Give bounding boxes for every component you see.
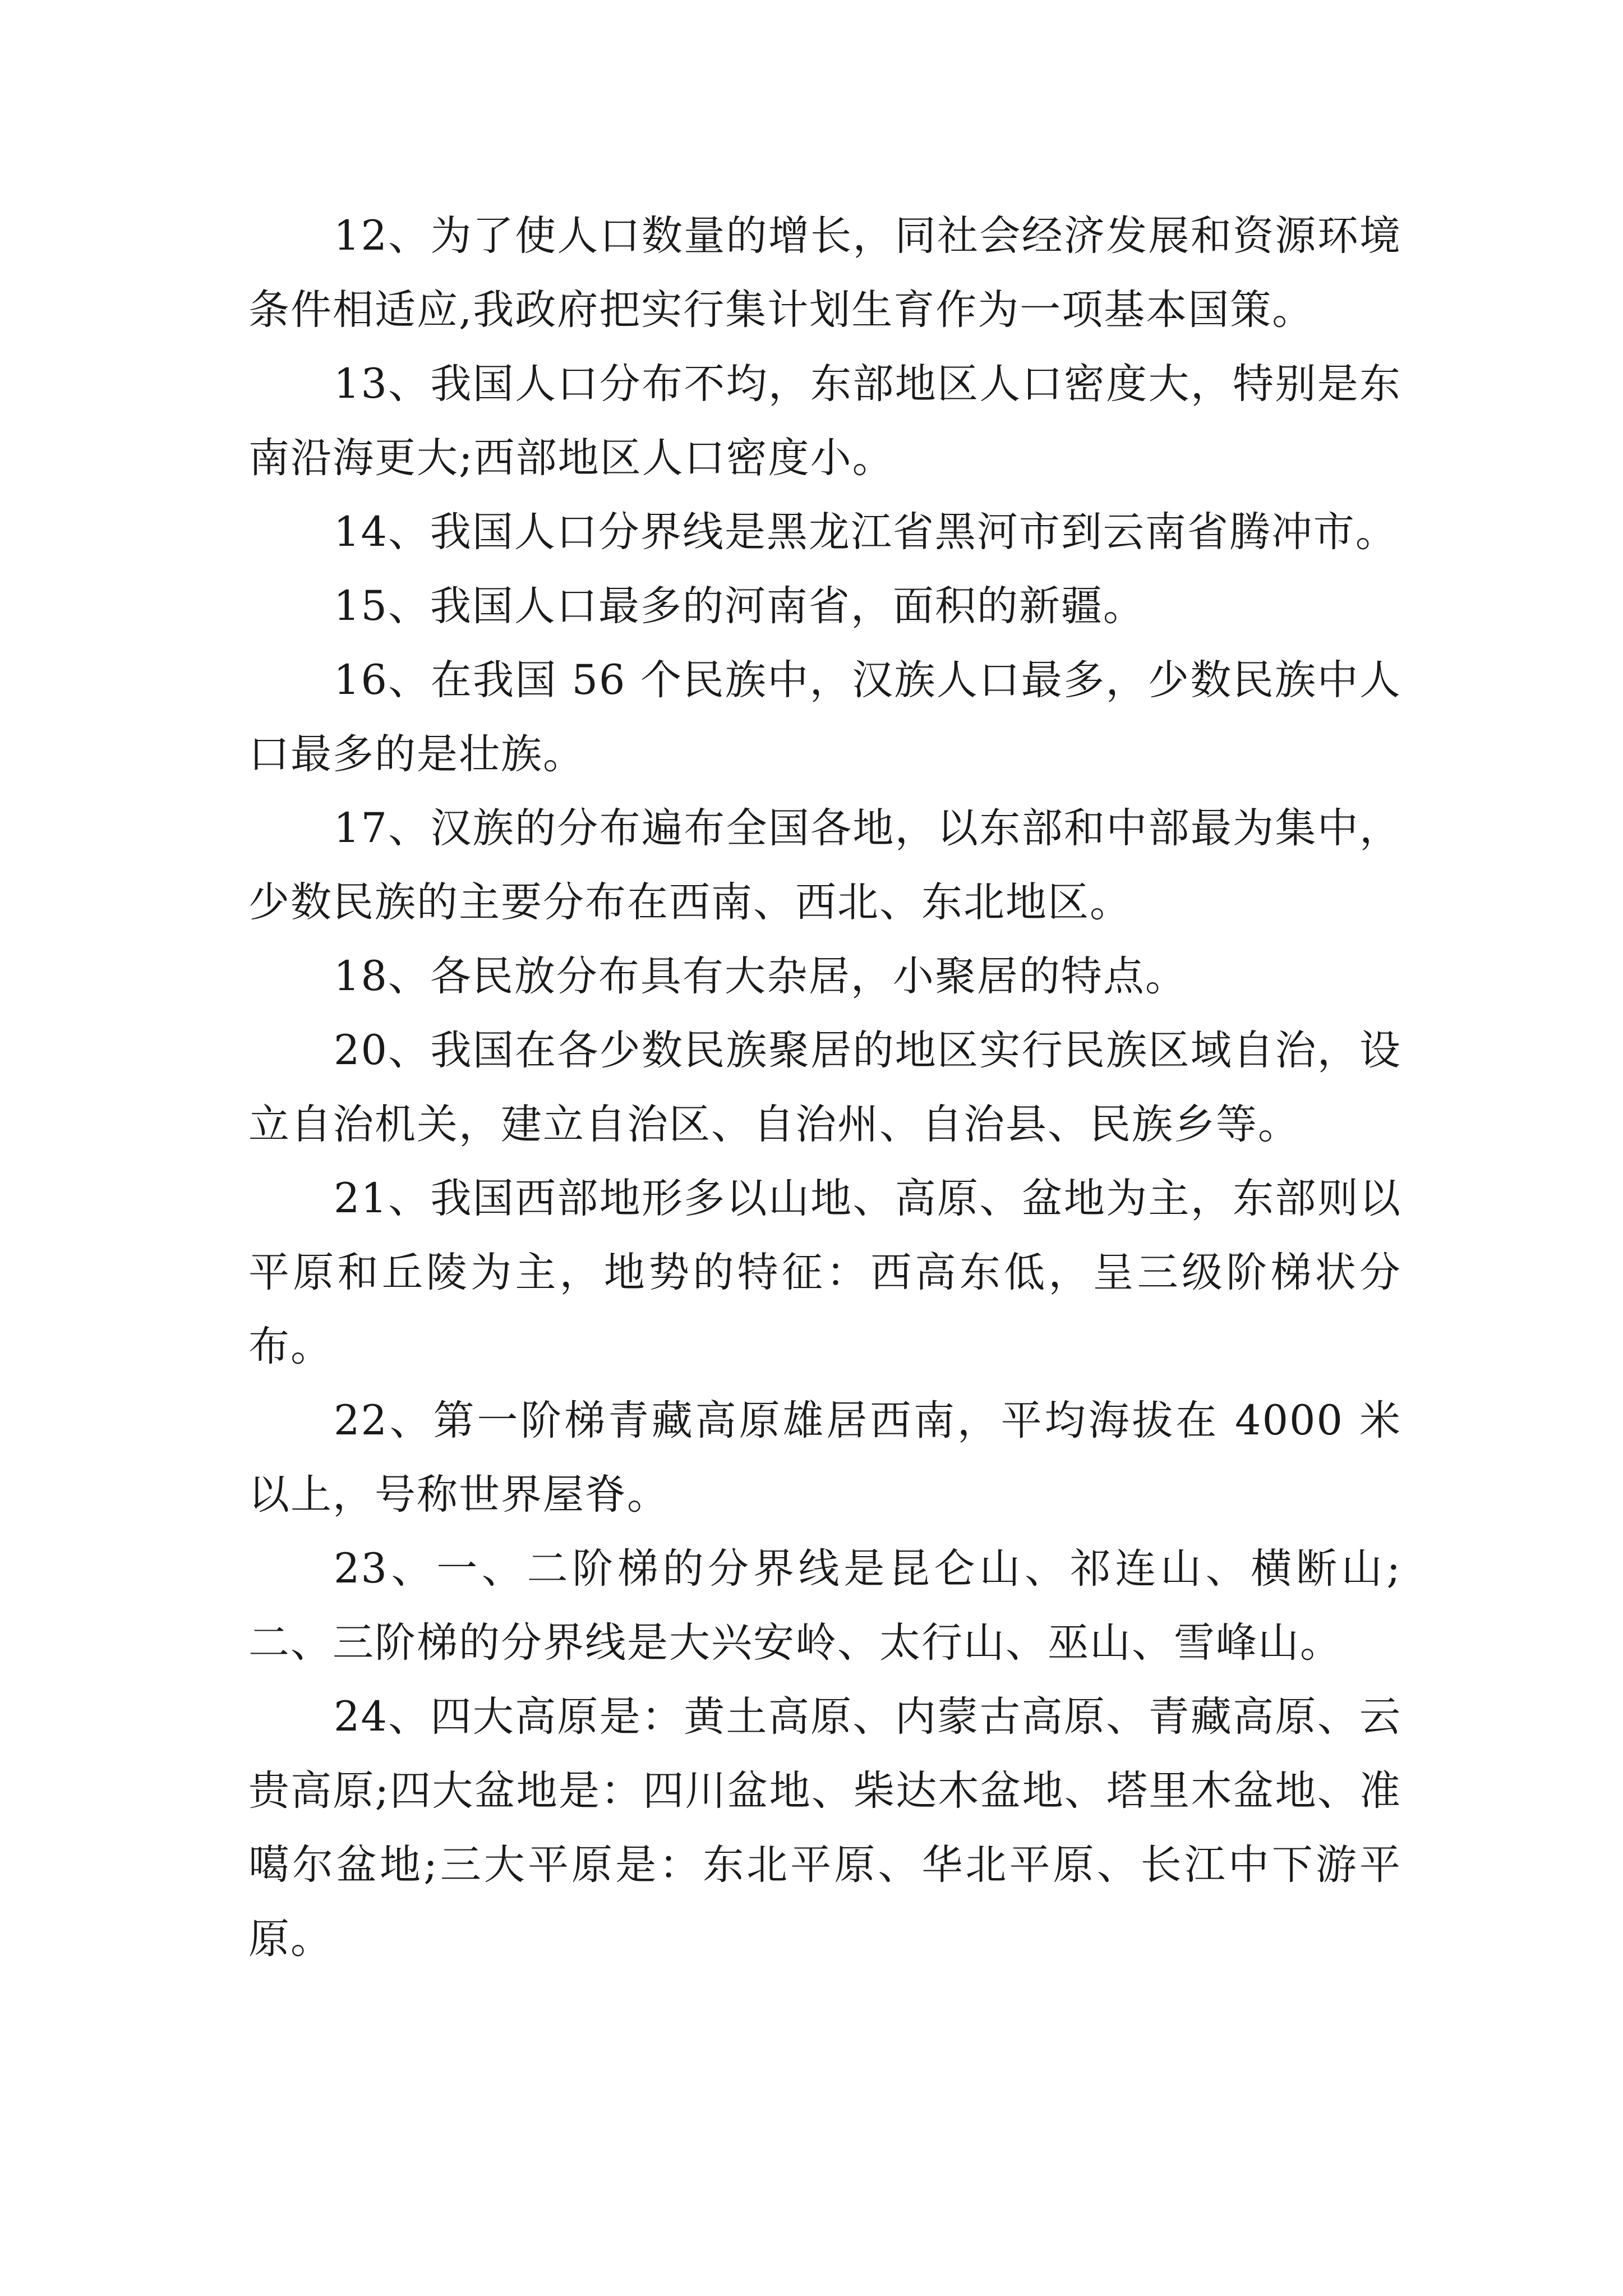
paragraph-17: 17、汉族的分布遍布全国各地，以东部和中部最为集中，少数民族的主要分布在西南、西北、东北地区。 bbox=[248, 804, 1401, 926]
paragraph-15: 15、我国人口最多的河南省，面积的新疆。 bbox=[334, 582, 1145, 630]
paragraph-21: 21、我国西部地形多以山地、高原、盆地为主，东部则以平原和丘陵为主，地势的特征：西高东低，呈三级阶梯状分布。 bbox=[248, 1175, 1401, 1370]
paragraph-12: 12、为了使人口数量的增长，同社会经济发展和资源环境条件相适应,我政府把实行集计划生育作为一项基本国策。 bbox=[248, 212, 1401, 334]
paragraph-22: 22、第一阶梯青藏高原雄居西南，平均海拔在 4000 米以上，号称世界屋脊。 bbox=[248, 1397, 1401, 1519]
paragraph-24: 24、四大高原是：黄土高原、内蒙古高原、青藏高原、云贵高原;四大盆地是：四川盆地、柴达木盆地、塔里木盆地、准噶尔盆地;三大平原是：东北平原、华北平原、长江中下游平原。 bbox=[248, 1693, 1401, 1963]
paragraph-16: 16、在我国 56 个民族中，汉族人口最多，少数民族中人口最多的是壮族。 bbox=[248, 656, 1401, 778]
paragraph-13: 13、我国人口分布不均，东部地区人口密度大，特别是东南沿海更大;西部地区人口密度小。 bbox=[248, 360, 1401, 482]
paragraph-14: 14、我国人口分界线是黑龙江省黑河市到云南省腾冲市。 bbox=[334, 508, 1398, 556]
paragraph-20: 20、我国在各少数民族聚居的地区实行民族区域自治，设立自治机关，建立自治区、自治州、自治县、民族乡等。 bbox=[248, 1027, 1401, 1148]
paragraph-18: 18、各民放分布具有大杂居，小聚居的特点。 bbox=[334, 953, 1187, 1000]
paragraph-23: 23、一、二阶梯的分界线是昆仑山、祁连山、横断山;二、三阶梯的分界线是大兴安岭、太行山、巫山、雪峰山。 bbox=[248, 1545, 1401, 1667]
